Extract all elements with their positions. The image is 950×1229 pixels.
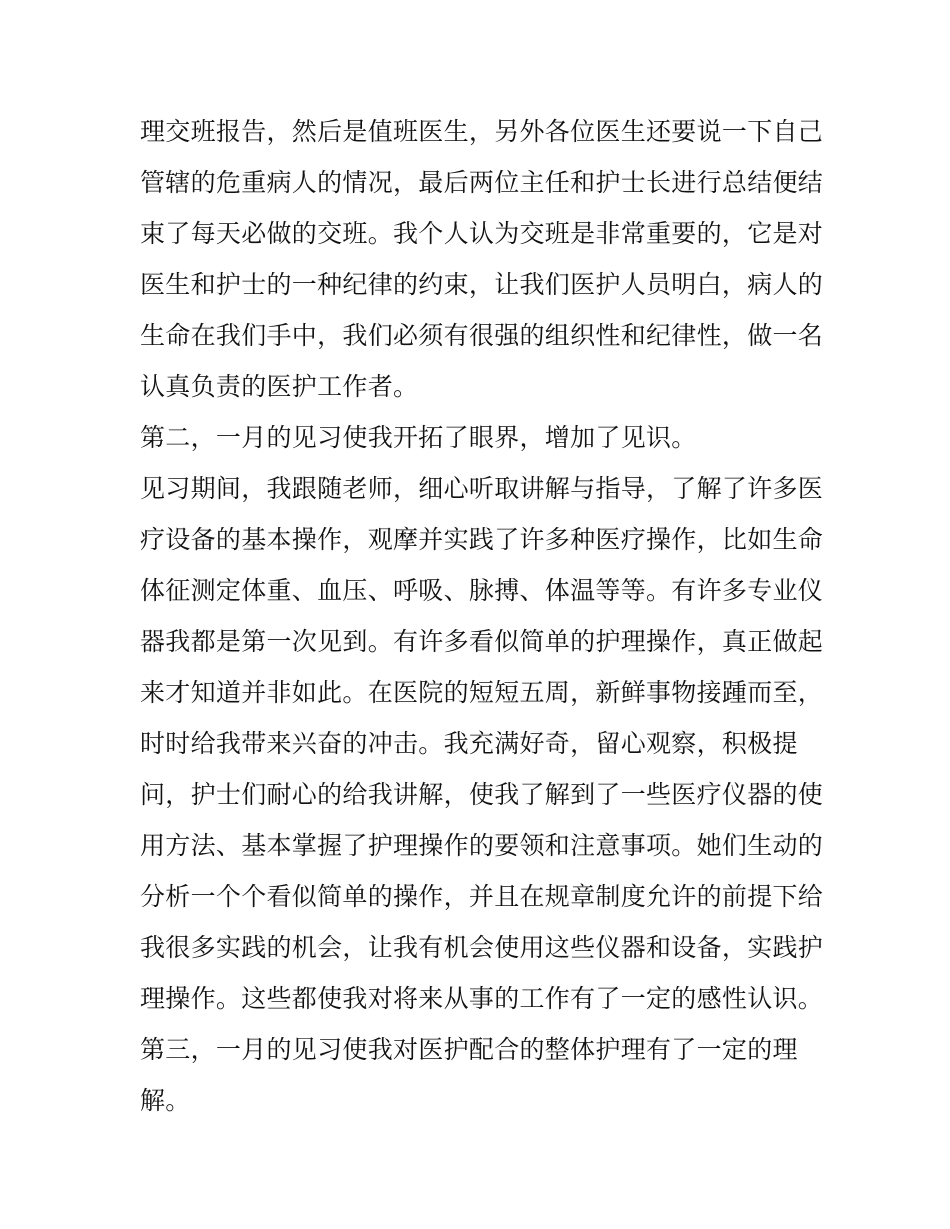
text-line: 管辖的危重病人的情况，最后两位主任和护士长进行总结便结 <box>140 168 824 197</box>
section-heading-2: 第二，一月的见习使我开拓了眼界，增加了见识。 <box>140 423 697 452</box>
text-line: 体征测定体重、血压、呼吸、脉搏、体温等等。有许多专业仪 <box>140 576 824 605</box>
text-line: 分析一个个看似简单的操作，并且在规章制度允许的前提下给 <box>140 882 824 911</box>
text-line: 束了每天必做的交班。我个人认为交班是非常重要的，它是对 <box>140 219 824 248</box>
text-line: 见习期间，我跟随老师，细心听取讲解与指导，了解了许多医 <box>140 474 824 503</box>
text-line: 器我都是第一次见到。有许多看似简单的护理操作，真正做起 <box>140 627 824 656</box>
text-line: 问，护士们耐心的给我讲解，使我了解到了一些医疗仪器的使 <box>140 780 824 809</box>
text-line: 医生和护士的一种纪律的约束，让我们医护人员明白，病人的 <box>140 270 824 299</box>
text-line: 用方法、基本掌握了护理操作的要领和注意事项。她们生动的 <box>140 831 824 860</box>
text-line: 来才知道并非如此。在医院的短短五周，新鲜事物接踵而至， <box>140 678 824 707</box>
text-line: 我很多实践的机会，让我有机会使用这些仪器和设备，实践护 <box>140 933 824 962</box>
body-text <box>140 106 830 1126</box>
text-line: 理交班报告，然后是值班医生，另外各位医生还要说一下自己 <box>140 117 824 146</box>
text-line: 时时给我带来兴奋的冲击。我充满好奇，留心观察，积极提 <box>140 729 798 758</box>
text-line: 生命在我们手中，我们必须有很强的组织性和纪律性，做一名 <box>140 321 824 350</box>
section-heading-3: 第三，一月的见习使我对医护配合的整体护理有了一定的理 <box>140 1035 798 1064</box>
text-line: 理操作。这些都使我对将来从事的工作有了一定的感性认识。 <box>140 984 824 1013</box>
text-line: 疗设备的基本操作，观摩并实践了许多种医疗操作，比如生命 <box>140 525 824 554</box>
text-line: 解。 <box>140 1086 191 1115</box>
text-line: 认真负责的医护工作者。 <box>140 372 419 401</box>
